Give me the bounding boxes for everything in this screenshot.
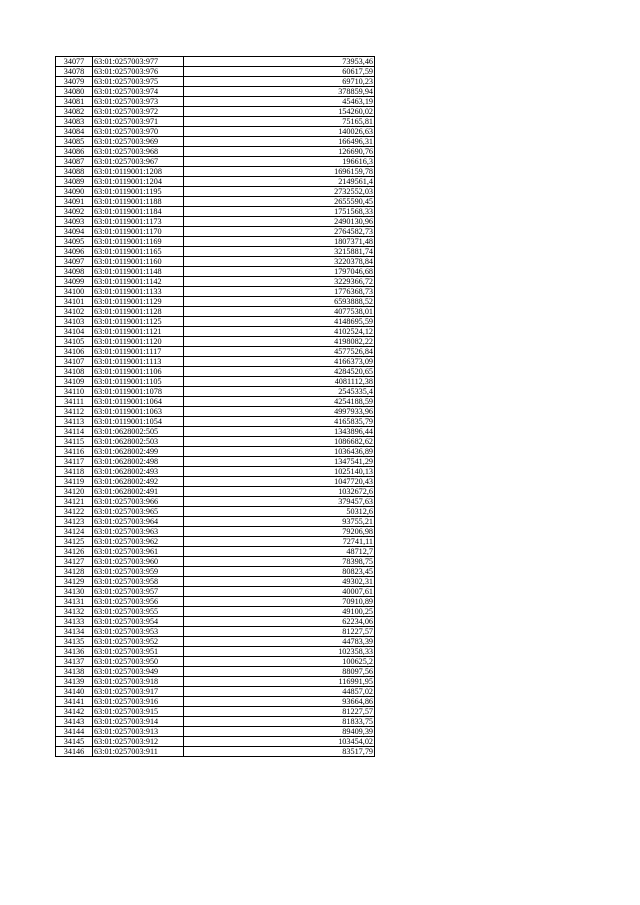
row-number-cell: 34129: [56, 577, 93, 587]
value-cell: 40007,61: [184, 587, 375, 597]
table-row: [56, 577, 375, 587]
value-cell: 4577526,84: [184, 347, 375, 357]
cadastral-number-cell: 63:01:0257003:965: [93, 507, 184, 517]
row-number-cell: 34092: [56, 207, 93, 217]
table-row: [56, 457, 375, 467]
value-cell: 79206,98: [184, 527, 375, 537]
row-number-cell: 34105: [56, 337, 93, 347]
row-number-cell: 34119: [56, 477, 93, 487]
value-cell: 1807371,48: [184, 237, 375, 247]
row-number-cell: 34124: [56, 527, 93, 537]
row-number-cell: 34094: [56, 227, 93, 237]
value-cell: 1751568,33: [184, 207, 375, 217]
table-row: [56, 117, 375, 127]
table-row: [56, 537, 375, 547]
table-row: [56, 287, 375, 297]
value-cell: 1047720,43: [184, 477, 375, 487]
cadastral-number-cell: 63:01:0119001:1121: [93, 327, 184, 337]
table-row: [56, 157, 375, 167]
value-cell: 126690,76: [184, 147, 375, 157]
value-cell: 4997933,96: [184, 407, 375, 417]
value-cell: 4166373,09: [184, 357, 375, 367]
row-number-cell: 34136: [56, 647, 93, 657]
cadastral-number-cell: 63:01:0119001:1106: [93, 367, 184, 377]
row-number-cell: 34122: [56, 507, 93, 517]
row-number-cell: 34131: [56, 597, 93, 607]
value-cell: 4254188,59: [184, 397, 375, 407]
table-row: [56, 347, 375, 357]
table-row: [56, 587, 375, 597]
value-cell: 44783,39: [184, 637, 375, 647]
value-cell: 4102524,12: [184, 327, 375, 337]
value-cell: 4148695,59: [184, 317, 375, 327]
table-row: [56, 137, 375, 147]
row-number-cell: 34087: [56, 157, 93, 167]
row-number-cell: 34142: [56, 707, 93, 717]
value-cell: 50312,6: [184, 507, 375, 517]
row-number-cell: 34118: [56, 467, 93, 477]
value-cell: 72741,11: [184, 537, 375, 547]
table-row: [56, 497, 375, 507]
value-cell: 80823,45: [184, 567, 375, 577]
row-number-cell: 34108: [56, 367, 93, 377]
value-cell: 83517,79: [184, 747, 375, 757]
value-cell: 70910,89: [184, 597, 375, 607]
cadastral-number-cell: 63:01:0119001:1204: [93, 177, 184, 187]
value-cell: 44857,02: [184, 687, 375, 697]
cadastral-number-cell: 63:01:0119001:1188: [93, 197, 184, 207]
table-row: [56, 507, 375, 517]
row-number-cell: 34137: [56, 657, 93, 667]
cadastral-number-cell: 63:01:0119001:1078: [93, 387, 184, 397]
cadastral-number-cell: 63:01:0628002:503: [93, 437, 184, 447]
cadastral-number-cell: 63:01:0257003:950: [93, 657, 184, 667]
row-number-cell: 34099: [56, 277, 93, 287]
row-number-cell: 34127: [56, 557, 93, 567]
value-cell: 49100,25: [184, 607, 375, 617]
value-cell: 1086682,62: [184, 437, 375, 447]
table-row: [56, 437, 375, 447]
cadastral-number-cell: 63:01:0119001:1129: [93, 297, 184, 307]
value-cell: 196616,3: [184, 157, 375, 167]
value-cell: 379457,63: [184, 497, 375, 507]
row-number-cell: 34145: [56, 737, 93, 747]
cadastral-number-cell: 63:01:0257003:912: [93, 737, 184, 747]
row-number-cell: 34130: [56, 587, 93, 597]
table-row: [56, 57, 375, 67]
value-cell: 1032672,6: [184, 487, 375, 497]
table-row: [56, 237, 375, 247]
cadastral-number-cell: 63:01:0119001:1120: [93, 337, 184, 347]
cadastral-number-cell: 63:01:0257003:964: [93, 517, 184, 527]
table-row: [56, 657, 375, 667]
row-number-cell: 34097: [56, 257, 93, 267]
table-row: [56, 707, 375, 717]
table-row: [56, 257, 375, 267]
value-cell: 73953,46: [184, 57, 375, 67]
cadastral-number-cell: 63:01:0119001:1148: [93, 267, 184, 277]
value-cell: 2490130,96: [184, 217, 375, 227]
table-row: [56, 377, 375, 387]
value-cell: 49302,31: [184, 577, 375, 587]
table-row: [56, 277, 375, 287]
row-number-cell: 34103: [56, 317, 93, 327]
cadastral-number-cell: 63:01:0119001:1128: [93, 307, 184, 317]
value-cell: 166496,31: [184, 137, 375, 147]
table-row: [56, 107, 375, 117]
value-cell: 45463,19: [184, 97, 375, 107]
table-row: [56, 217, 375, 227]
value-cell: 1797046,68: [184, 267, 375, 277]
table-row: [56, 737, 375, 747]
row-number-cell: 34083: [56, 117, 93, 127]
row-number-cell: 34115: [56, 437, 93, 447]
cadastral-number-cell: 63:01:0257003:915: [93, 707, 184, 717]
cadastral-number-cell: 63:01:0119001:1173: [93, 217, 184, 227]
value-cell: 2655590,45: [184, 197, 375, 207]
table-row: [56, 317, 375, 327]
cadastral-number-cell: 63:01:0257003:966: [93, 497, 184, 507]
table-row: [56, 597, 375, 607]
cadastral-number-cell: 63:01:0257003:913: [93, 727, 184, 737]
value-cell: 3220378,84: [184, 257, 375, 267]
cadastral-number-cell: 63:01:0119001:1169: [93, 237, 184, 247]
table-row: [56, 387, 375, 397]
row-number-cell: 34141: [56, 697, 93, 707]
cadastral-number-cell: 63:01:0257003:949: [93, 667, 184, 677]
table-row: [56, 747, 375, 757]
table-row: [56, 607, 375, 617]
value-cell: 81833,75: [184, 717, 375, 727]
cadastral-number-cell: 63:01:0257003:971: [93, 117, 184, 127]
row-number-cell: 34132: [56, 607, 93, 617]
cadastral-number-cell: 63:01:0257003:955: [93, 607, 184, 617]
cadastral-number-cell: 63:01:0628002:491: [93, 487, 184, 497]
table-row: [56, 687, 375, 697]
value-cell: 93664,86: [184, 697, 375, 707]
value-cell: 2732552,03: [184, 187, 375, 197]
table-row: [56, 247, 375, 257]
row-number-cell: 34082: [56, 107, 93, 117]
cadastral-value-table: [55, 56, 375, 757]
value-cell: 4081112,38: [184, 377, 375, 387]
value-cell: 81227,57: [184, 707, 375, 717]
value-cell: 1343896,44: [184, 427, 375, 437]
value-cell: 2545335,4: [184, 387, 375, 397]
row-number-cell: 34090: [56, 187, 93, 197]
table-row: [56, 647, 375, 657]
row-number-cell: 34084: [56, 127, 93, 137]
table-row: [56, 677, 375, 687]
row-number-cell: 34089: [56, 177, 93, 187]
table-row: [56, 527, 375, 537]
table-row: [56, 367, 375, 377]
table-row: [56, 87, 375, 97]
table-row: [56, 357, 375, 367]
cadastral-number-cell: 63:01:0257003:959: [93, 567, 184, 577]
row-number-cell: 34093: [56, 217, 93, 227]
table-row: [56, 717, 375, 727]
cadastral-number-cell: 63:01:0257003:969: [93, 137, 184, 147]
cadastral-number-cell: 63:01:0257003:973: [93, 97, 184, 107]
row-number-cell: 34081: [56, 97, 93, 107]
row-number-cell: 34114: [56, 427, 93, 437]
table-row: [56, 67, 375, 77]
table-row: [56, 267, 375, 277]
value-cell: 2149561,4: [184, 177, 375, 187]
table-row: [56, 617, 375, 627]
cadastral-number-cell: 63:01:0628002:499: [93, 447, 184, 457]
cadastral-number-cell: 63:01:0119001:1117: [93, 347, 184, 357]
value-cell: 4165835,79: [184, 417, 375, 427]
cadastral-number-cell: 63:01:0257003:916: [93, 697, 184, 707]
value-cell: 60617,59: [184, 67, 375, 77]
table-row: [56, 147, 375, 157]
row-number-cell: 34123: [56, 517, 93, 527]
row-number-cell: 34128: [56, 567, 93, 577]
cadastral-number-cell: 63:01:0628002:492: [93, 477, 184, 487]
row-number-cell: 34125: [56, 537, 93, 547]
row-number-cell: 34098: [56, 267, 93, 277]
value-cell: 75165,81: [184, 117, 375, 127]
value-cell: 103454,02: [184, 737, 375, 747]
table-row: [56, 197, 375, 207]
table-row: [56, 627, 375, 637]
table-row: [56, 327, 375, 337]
cadastral-number-cell: 63:01:0119001:1165: [93, 247, 184, 257]
table-row: [56, 567, 375, 577]
table-row: [56, 207, 375, 217]
cadastral-number-cell: 63:01:0119001:1064: [93, 397, 184, 407]
row-number-cell: 34112: [56, 407, 93, 417]
table-row: [56, 667, 375, 677]
row-number-cell: 34126: [56, 547, 93, 557]
row-number-cell: 34078: [56, 67, 93, 77]
row-number-cell: 34096: [56, 247, 93, 257]
table-row: [56, 427, 375, 437]
value-cell: 4077538,01: [184, 307, 375, 317]
row-number-cell: 34077: [56, 57, 93, 67]
row-number-cell: 34088: [56, 167, 93, 177]
cadastral-number-cell: 63:01:0119001:1195: [93, 187, 184, 197]
row-number-cell: 34110: [56, 387, 93, 397]
cadastral-number-cell: 63:01:0257003:917: [93, 687, 184, 697]
value-cell: 69710,23: [184, 77, 375, 87]
row-number-cell: 34111: [56, 397, 93, 407]
cadastral-number-cell: 63:01:0257003:963: [93, 527, 184, 537]
table-row: [56, 447, 375, 457]
cadastral-number-cell: 63:01:0119001:1105: [93, 377, 184, 387]
table-row: [56, 407, 375, 417]
table-row: [56, 177, 375, 187]
table-row: [56, 227, 375, 237]
row-number-cell: 34079: [56, 77, 93, 87]
value-cell: 102358,33: [184, 647, 375, 657]
value-cell: 4198082,22: [184, 337, 375, 347]
table-row: [56, 547, 375, 557]
table-row: [56, 637, 375, 647]
table-row: [56, 77, 375, 87]
row-number-cell: 34121: [56, 497, 93, 507]
table-body: [56, 57, 375, 757]
table-row: [56, 187, 375, 197]
value-cell: 78398,75: [184, 557, 375, 567]
row-number-cell: 34144: [56, 727, 93, 737]
cadastral-number-cell: 63:01:0628002:498: [93, 457, 184, 467]
cadastral-number-cell: 63:01:0119001:1142: [93, 277, 184, 287]
cadastral-number-cell: 63:01:0257003:914: [93, 717, 184, 727]
table-row: [56, 487, 375, 497]
cadastral-number-cell: 63:01:0257003:961: [93, 547, 184, 557]
value-cell: 62234,06: [184, 617, 375, 627]
value-cell: 154260,02: [184, 107, 375, 117]
cadastral-number-cell: 63:01:0119001:1133: [93, 287, 184, 297]
row-number-cell: 34095: [56, 237, 93, 247]
row-number-cell: 34100: [56, 287, 93, 297]
cadastral-number-cell: 63:01:0257003:951: [93, 647, 184, 657]
value-cell: 81227,57: [184, 627, 375, 637]
row-number-cell: 34102: [56, 307, 93, 317]
cadastral-number-cell: 63:01:0119001:1160: [93, 257, 184, 267]
value-cell: 3215881,74: [184, 247, 375, 257]
row-number-cell: 34120: [56, 487, 93, 497]
row-number-cell: 34140: [56, 687, 93, 697]
value-cell: 378859,94: [184, 87, 375, 97]
cadastral-number-cell: 63:01:0257003:960: [93, 557, 184, 567]
value-cell: 1776368,73: [184, 287, 375, 297]
value-cell: 88097,56: [184, 667, 375, 677]
row-number-cell: 34138: [56, 667, 93, 677]
value-cell: 93755,21: [184, 517, 375, 527]
cadastral-number-cell: 63:01:0257003:977: [93, 57, 184, 67]
value-cell: 2764582,73: [184, 227, 375, 237]
table-row: [56, 337, 375, 347]
cadastral-number-cell: 63:01:0257003:968: [93, 147, 184, 157]
row-number-cell: 34101: [56, 297, 93, 307]
row-number-cell: 34080: [56, 87, 93, 97]
cadastral-number-cell: 63:01:0257003:970: [93, 127, 184, 137]
cadastral-number-cell: 63:01:0257003:911: [93, 747, 184, 757]
cadastral-number-cell: 63:01:0119001:1208: [93, 167, 184, 177]
row-number-cell: 34086: [56, 147, 93, 157]
table-row: [56, 517, 375, 527]
table-row: [56, 297, 375, 307]
cadastral-number-cell: 63:01:0257003:975: [93, 77, 184, 87]
cadastral-number-cell: 63:01:0257003:953: [93, 627, 184, 637]
value-cell: 89409,39: [184, 727, 375, 737]
cadastral-number-cell: 63:01:0119001:1125: [93, 317, 184, 327]
cadastral-number-cell: 63:01:0119001:1054: [93, 417, 184, 427]
value-cell: 1696159,78: [184, 167, 375, 177]
row-number-cell: 34104: [56, 327, 93, 337]
row-number-cell: 34085: [56, 137, 93, 147]
value-cell: 1036436,89: [184, 447, 375, 457]
value-cell: 6593888,52: [184, 297, 375, 307]
row-number-cell: 34109: [56, 377, 93, 387]
row-number-cell: 34113: [56, 417, 93, 427]
table-row: [56, 397, 375, 407]
table-row: [56, 697, 375, 707]
row-number-cell: 34135: [56, 637, 93, 647]
cadastral-number-cell: 63:01:0257003:957: [93, 587, 184, 597]
table-row: [56, 477, 375, 487]
cadastral-number-cell: 63:01:0257003:974: [93, 87, 184, 97]
cadastral-number-cell: 63:01:0628002:493: [93, 467, 184, 477]
value-cell: 116991,95: [184, 677, 375, 687]
value-cell: 140026,63: [184, 127, 375, 137]
cadastral-number-cell: 63:01:0257003:976: [93, 67, 184, 77]
cadastral-number-cell: 63:01:0257003:954: [93, 617, 184, 627]
table-row: [56, 167, 375, 177]
spreadsheet-page: [55, 56, 375, 757]
value-cell: 100625,2: [184, 657, 375, 667]
table-row: [56, 727, 375, 737]
value-cell: 48712,7: [184, 547, 375, 557]
row-number-cell: 34133: [56, 617, 93, 627]
cadastral-number-cell: 63:01:0257003:962: [93, 537, 184, 547]
row-number-cell: 34117: [56, 457, 93, 467]
table-row: [56, 307, 375, 317]
row-number-cell: 34143: [56, 717, 93, 727]
table-row: [56, 417, 375, 427]
cadastral-number-cell: 63:01:0257003:972: [93, 107, 184, 117]
cadastral-number-cell: 63:01:0119001:1184: [93, 207, 184, 217]
value-cell: 1025140,13: [184, 467, 375, 477]
cadastral-number-cell: 63:01:0257003:967: [93, 157, 184, 167]
cadastral-number-cell: 63:01:0257003:956: [93, 597, 184, 607]
row-number-cell: 34116: [56, 447, 93, 457]
cadastral-number-cell: 63:01:0119001:1113: [93, 357, 184, 367]
row-number-cell: 34106: [56, 347, 93, 357]
value-cell: 4284520,65: [184, 367, 375, 377]
cadastral-number-cell: 63:01:0257003:958: [93, 577, 184, 587]
row-number-cell: 34134: [56, 627, 93, 637]
row-number-cell: 34107: [56, 357, 93, 367]
value-cell: 3229366,72: [184, 277, 375, 287]
cadastral-number-cell: 63:01:0119001:1170: [93, 227, 184, 237]
cadastral-number-cell: 63:01:0628002:505: [93, 427, 184, 437]
row-number-cell: 34146: [56, 747, 93, 757]
table-row: [56, 127, 375, 137]
table-row: [56, 97, 375, 107]
table-row: [56, 467, 375, 477]
cadastral-number-cell: 63:01:0257003:952: [93, 637, 184, 647]
value-cell: 1347541,29: [184, 457, 375, 467]
table-row: [56, 557, 375, 567]
row-number-cell: 34091: [56, 197, 93, 207]
row-number-cell: 34139: [56, 677, 93, 687]
cadastral-number-cell: 63:01:0119001:1063: [93, 407, 184, 417]
cadastral-number-cell: 63:01:0257003:918: [93, 677, 184, 687]
